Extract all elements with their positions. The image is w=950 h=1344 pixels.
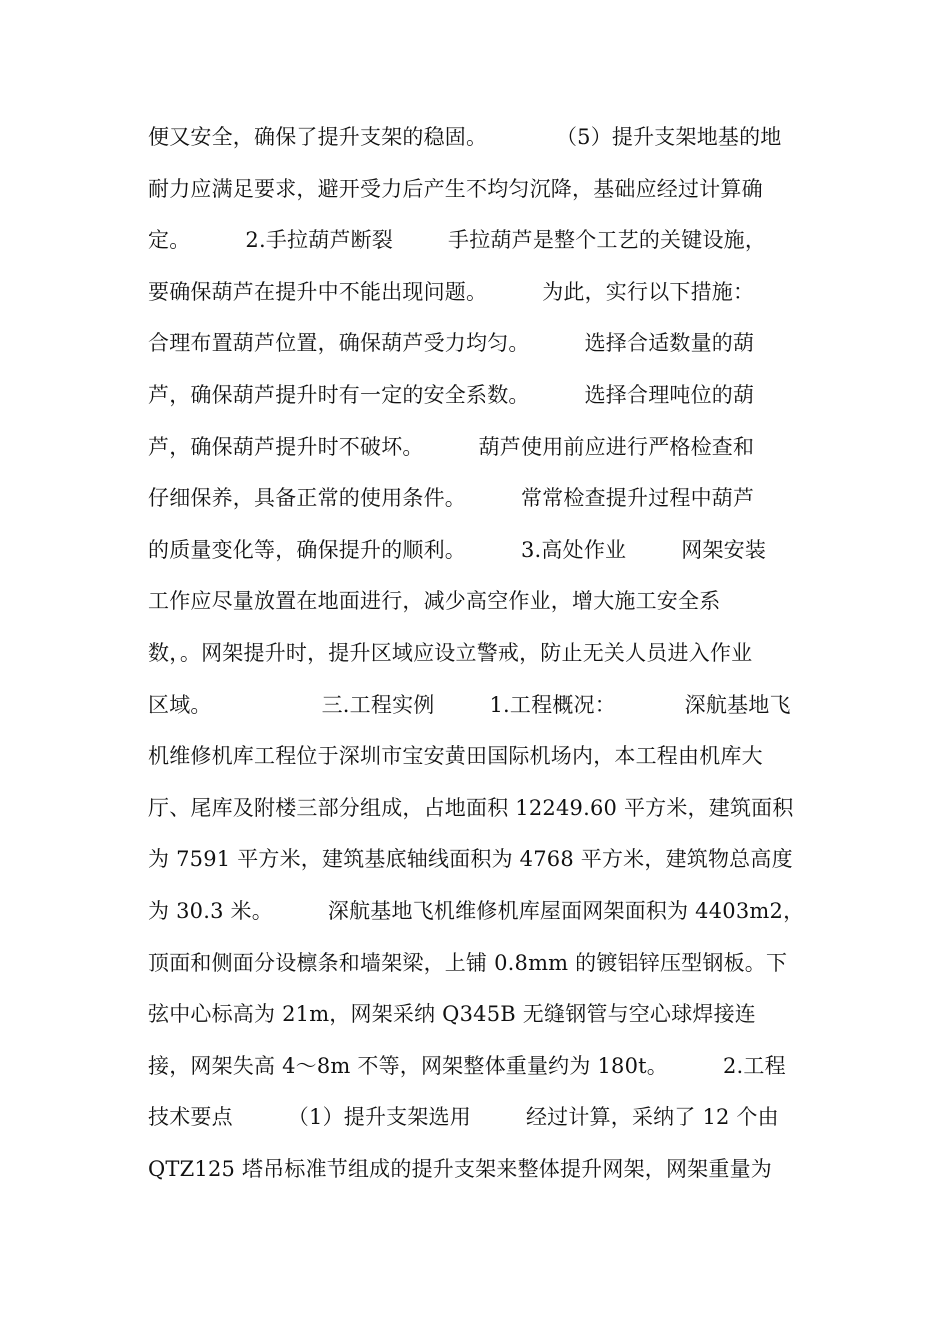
text-line: 机维修机库工程位于深圳市宝安黄田国际机场内，本工程由机库大 <box>148 744 763 769</box>
text-line: 弦中心标高为 21m，网架采纳 Q345B 无缝钢管与空心球焊接连 <box>148 1002 756 1027</box>
text-line: 定。 2.手拉葫芦断裂 手拉葫芦是整个工艺的关键设施， <box>148 228 767 253</box>
body-text <box>148 112 808 1195</box>
text-line: 区域。 三.工程实例 1.工程概况： 深航基地飞 <box>148 692 791 717</box>
text-line: 厅、尾库及附楼三部分组成，占地面积 12249.60 平方米，建筑面积 <box>148 795 794 820</box>
text-line: 合理布置葫芦位置，确保葫芦受力均匀。 选择合适数量的葫 <box>148 331 755 356</box>
text-line: QTZ125 塔吊标准节组成的提升支架来整体提升网架，网架重量为 <box>148 1156 772 1181</box>
text-line: 要确保葫芦在提升中不能出现问题。 为此，实行以下措施： <box>148 279 755 304</box>
text-line: 技术要点 （1）提升支架选用 经过计算，采纳了 12 个由 <box>148 1105 779 1130</box>
text-line: 工作应尽量放置在地面进行，减少高空作业，增大施工安全系 <box>148 589 721 614</box>
text-line: 为 7591 平方米，建筑基底轴线面积为 4768 平方米，建筑物总高度 <box>148 847 793 872</box>
text-line: 接，网架失高 4～8m 不等，网架整体重量约为 180t。 2.工程 <box>148 1053 786 1078</box>
text-line: 芦，确保葫芦提升时不破坏。 葫芦使用前应进行严格检查和 <box>148 434 755 459</box>
text-line: 耐力应满足要求，避开受力后产生不均匀沉降，基础应经过计算确 <box>148 176 763 201</box>
text-line: 顶面和侧面分设檩条和墙架梁，上铺 0.8mm 的镀铝锌压型钢板。下 <box>148 950 788 975</box>
text-line: 仔细保养，具备正常的使用条件。 常常检查提升过程中葫芦 <box>148 486 755 511</box>
text-line: 便又安全，确保了提升支架的稳固。 （5）提升支架地基的地 <box>148 125 782 149</box>
text-line: 芦，确保葫芦提升时有一定的安全系数。 选择合理吨位的葫 <box>148 382 755 407</box>
text-line: 数，。网架提升时，提升区域应设立警戒，防止无关人员进入作业 <box>148 640 753 665</box>
text-line: 为 30.3 米。 深航基地飞机维修机库屋面网架面积为 4403m2， <box>148 898 805 923</box>
text-line: 的质量变化等，确保提升的顺利。 3.高处作业 网架安装 <box>148 537 767 562</box>
